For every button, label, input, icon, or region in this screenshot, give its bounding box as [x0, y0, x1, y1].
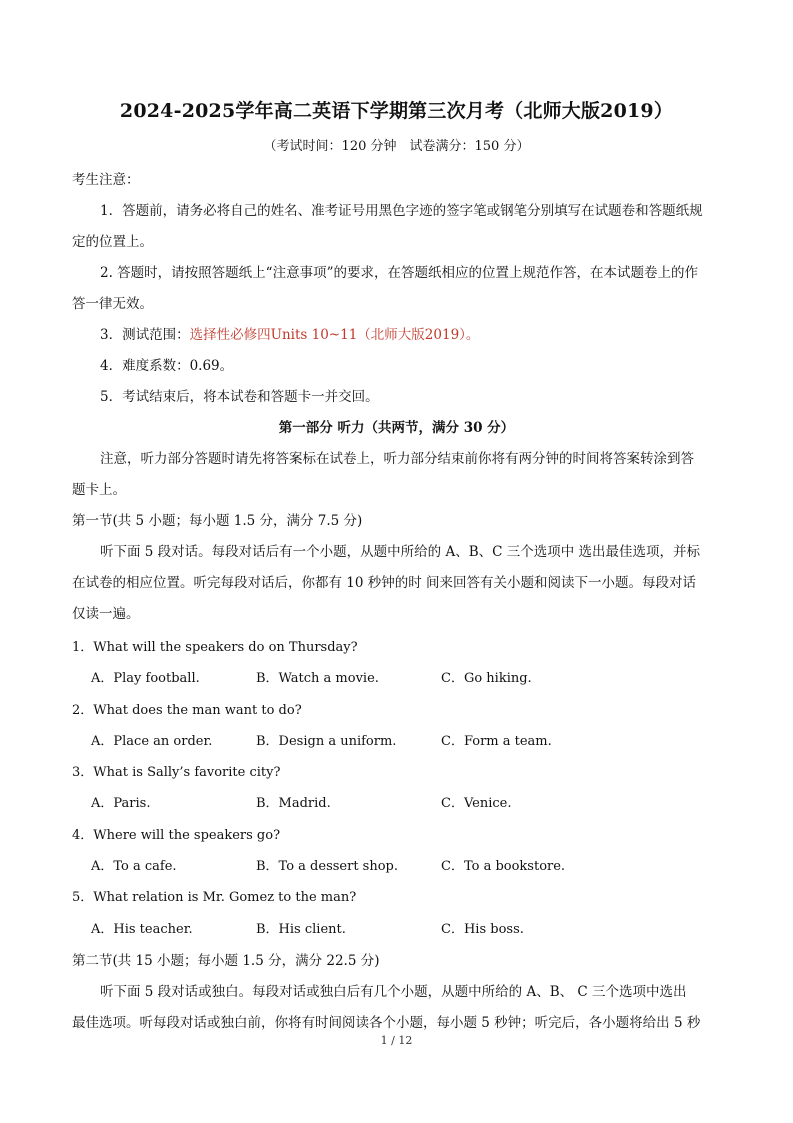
section-one-instructions-cont: 在试卷的相应位置。听完每段对话后，你都有 10 秒钟的时 间来回答有关小题和阅读下一小题。每段对话 [72, 575, 697, 591]
notice-item-1: 1．答题前，请务必将自己的姓名、准考证号用黑色字迹的签字笔或钢笔分别填写在试题卷和答题纸规 [100, 203, 703, 219]
option-1b: B．Watch a movie. [256, 671, 379, 686]
option-3a: A．Paris. [91, 796, 151, 811]
listening-note: 注意，听力部分答题时请先将答案标在试卷上，听力部分结束前你将有两分钟的时间将答案转涂到答 [100, 451, 694, 467]
section-one-heading: 第一节(共 5 小题；每小题 1.5 分，满分 7.5 分) [72, 513, 363, 529]
option-3c: C．Venice. [441, 796, 512, 811]
notice-item-4: 4．难度系数：0.69。 [100, 358, 234, 374]
option-2c: C．Form a team. [441, 734, 552, 749]
page-number: 1 / 12 [380, 1034, 413, 1047]
section-one-instructions: 听下面 5 段对话。每段对话后有一个小题，从题中所给的 A、B、C 三个选项中 选出最佳选项，并标 [100, 544, 701, 560]
test-scope: 选择性必修四Units 10~11（北师大版2019）。 [189, 327, 480, 343]
question-5: 5．What relation is Mr. Gomez to the man? [72, 890, 357, 905]
notice-heading: 考生注意： [72, 172, 140, 188]
listening-note-cont: 题卡上。 [72, 482, 126, 498]
option-1a: A．Play football. [91, 671, 200, 686]
notice-item-3 [100, 323, 479, 343]
question-3: 3．What is Sally’s favorite city? [72, 765, 281, 780]
notice-item-3-prefix: 3．测试范围： [100, 327, 190, 343]
question-4: 4．Where will the speakers go? [72, 828, 281, 843]
option-4b: B．To a dessert shop. [256, 859, 399, 874]
question-1: 1．What will the speakers do on Thursday? [72, 640, 358, 655]
question-2: 2．What does the man want to do? [72, 703, 302, 718]
option-1c: C．Go hiking. [441, 671, 532, 686]
exam-info: （考试时间：120 分钟 试卷满分：150 分） [263, 139, 530, 154]
page-title: 2024-2025学年高二英语下学期第三次月考（北师大版2019） [119, 100, 674, 122]
section-two-instructions: 听下面 5 段对话或独白。每段对话或独白后有几个小题，从题中所给的 A、B、 C 三个选项中选出 [100, 984, 687, 1000]
option-4c: C．To a bookstore. [441, 859, 566, 874]
option-5b: B．His client. [256, 922, 346, 937]
option-5c: C．His boss. [441, 922, 524, 937]
notice-item-2: 2. 答题时，请按照答题纸上“注意事项”的要求，在答题纸相应的位置上规范作答，在本试题卷上的作 [100, 265, 698, 281]
option-2a: A．Place an order. [91, 734, 213, 749]
section-two-instructions-cont: 最佳选项。听每段对话或独白前，你将有时间阅读各个小题，每小题 5 秒钟；听完后，各小题将给出 5 秒 [72, 1015, 701, 1031]
section-two-heading: 第二节(共 15 小题；每小题 1.5 分，满分 22.5 分) [72, 953, 380, 969]
notice-item-5: 5．考试结束后，将本试卷和答题卡一并交回。 [100, 389, 379, 405]
option-2b: B．Design a uniform. [256, 734, 397, 749]
section-one-instructions-end: 仅读一遍。 [72, 606, 140, 622]
notice-item-2-cont: 答一律无效。 [72, 296, 153, 312]
option-3b: B．Madrid. [256, 796, 331, 811]
notice-item-1-cont: 定的位置上。 [72, 234, 153, 250]
part-one-heading: 第一部分 听力（共两节，满分 30 分） [278, 420, 515, 436]
option-5a: A．His teacher. [91, 922, 193, 937]
option-4a: A．To a cafe. [91, 859, 177, 874]
